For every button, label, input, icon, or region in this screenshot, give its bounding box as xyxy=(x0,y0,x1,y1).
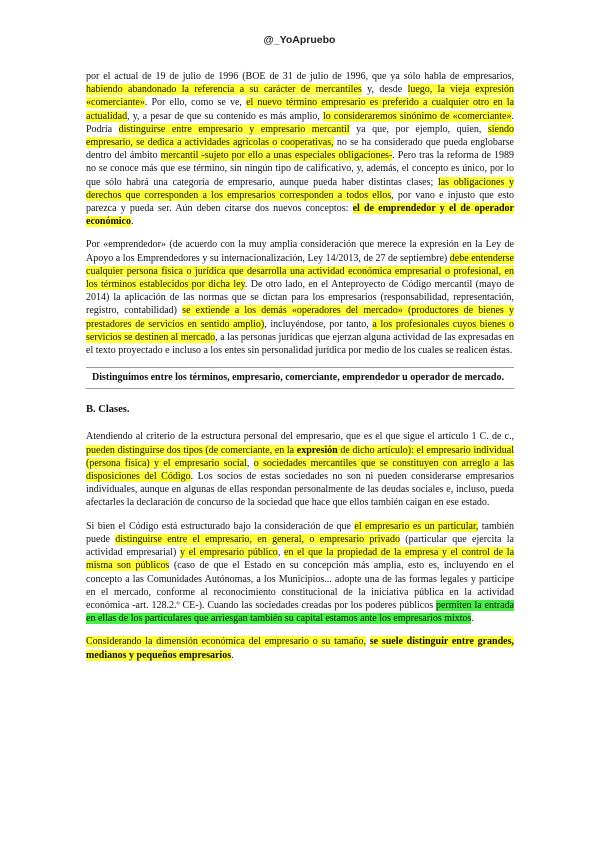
text: también puede xyxy=(86,520,514,545)
highlight-bold: se suele distinguir entre grandes, medianos y pequeños empresarios xyxy=(86,636,515,661)
highlight: Considerando la dimensión económica del empresario o su tamaño, xyxy=(86,636,367,648)
highlight: distinguirse entre empresario y empresario mercantil xyxy=(118,123,350,135)
text: Por «emprendedor» (de acuerdo con la muy amplia consideración que merece la expresión en la Ley de Apoyo a los Emprendedores y su internacionalización, Ley 14/2013, de 27 de septiembre) xyxy=(86,239,514,264)
text: , a las personas jurídicas que ejerzan alguna actividad de las expresadas en el texto proyectado e incluso a los entes sin personalidad jurídica por medio de los cuales se realicen éstas. xyxy=(86,331,514,357)
highlight: y el empresario público xyxy=(180,547,278,559)
highlight: siendo empresario, se dedica a actividades agrícolas o cooperativas, xyxy=(86,123,514,149)
text: , por vano e injusto que esto parezca y pueda ser. Aún deben citarse dos nuevos conceptos: xyxy=(86,189,514,215)
highlight: distinguirse entre el empresario, en general, o empresario privado xyxy=(115,533,400,545)
text: , xyxy=(277,547,285,559)
highlight: el nuevo término empresario es preferido a cualquier otro en la actualidad xyxy=(86,97,515,122)
text: . xyxy=(231,649,234,661)
highlight: luego, la vieja expresión «comerciante» xyxy=(86,84,514,109)
paragraph-5 xyxy=(86,635,514,661)
text: ya que, por ejemplo, quien, xyxy=(349,123,488,135)
highlight: en el que la propiedad de la empresa y el control de la misma son públicos xyxy=(86,547,515,572)
text: Atendiendo al criterio de la estructura personal del empresario, que es el que sigue el artículo 1 C. de c., xyxy=(86,431,514,443)
highlight: las obligaciones y derechos que corresponden a los empresarios corresponden a todos ellos xyxy=(86,176,514,201)
paragraph-4 xyxy=(86,520,514,626)
text: . xyxy=(471,613,474,625)
paragraph-3 xyxy=(86,430,514,509)
highlight-bold: el de emprendedor y el de operador económico xyxy=(86,203,514,228)
text: , xyxy=(246,457,254,469)
text: (caso de que el Estado en su concepción más amplia, esto es, incluyendo en el concepto a las Comunidades Autónomas, a los Municipios... adopte una de las formas legales y participe en el mercado, conforme al reconocimiento constitucional de la iniciativa pública en la actividad económica -art. 128.2.º CE-). Cuando las sociedades creadas por los poderes públicos xyxy=(86,560,514,611)
highlight-green: permiten la entrada en ellas de los particulares que arriesgan también su capital estamos ante los empresarios mixtos xyxy=(86,599,514,625)
text: . xyxy=(131,216,134,228)
text: . Pero tras la reforma de 1989 no se conoce más que ese término, sin ningún tipo de calificativo, y, además, el concepto es único, por lo que sólo habrá una categoría de empresario, aunque pueda haber distintas clases; xyxy=(86,150,514,188)
text: , y, a pesar de que su contenido es más amplio, xyxy=(127,110,324,122)
highlight: o sociedades mercantiles que se constituyen con arreglo a las disposiciones del Código xyxy=(86,457,514,483)
text: no se ha considerado que pueda englobarse dentro del ámbito xyxy=(86,137,514,162)
text: Si bien el Código está estructurado bajo la consideración de que xyxy=(86,520,355,532)
highlight: mercantil -sujeto por ello a unas especiales obligaciones- xyxy=(160,150,393,162)
section-title: B. Clases. xyxy=(86,404,130,416)
text: . Por ello, como se ve, xyxy=(144,97,247,109)
highlight: de dicho artículo): el empresario individual (persona física) y el empresario social xyxy=(86,444,514,469)
text: (particular que ejercita la actividad empresarial) xyxy=(86,533,514,559)
text: , incluyéndose, por tanto, xyxy=(264,318,373,330)
summary-box: Distinguimos entre los términos, empresario, comerciante, emprendedor u operador de mercado. xyxy=(86,367,514,389)
paragraph-1 xyxy=(86,70,514,228)
text: . Podría xyxy=(86,110,514,135)
page-header: @_YoApruebo xyxy=(263,34,336,46)
text: . De otro lado, en el Anteproyecto de Código mercantil (mayo de 2014) la aplicación de las normas que se dictan para los empresarios (responsabilidad, representación, registro, contabilidad) xyxy=(86,279,514,317)
highlight: lo consideraremos sinónimo de «comerciante» xyxy=(323,110,512,122)
text: por el actual de 19 de julio de 1996 (BOE de 31 de julio de 1996, que ya sólo habla de empresarios, xyxy=(86,71,514,82)
highlight: pueden distinguirse dos tipos (de comerciante, en la xyxy=(86,444,297,456)
text: . Los socios de estas sociedades no son ni pueden considerarse empresarios individuales, aunque en algunas de ellas respondan personalmente de las deudas sociales e, incluso, pueda afectarles la declaración de concurso de la sociedad que hace que ellos también caigan en ese estado. xyxy=(86,471,514,509)
highlight: se extiende a los demás «operadores del mercado» (productores de bienes y prestadores de servicios en sentido amplio) xyxy=(86,305,515,330)
highlight: a los profesionales cuyos bienes o servicios se destinen al mercado xyxy=(86,318,514,343)
text: y, desde xyxy=(361,84,408,96)
paragraph-2 xyxy=(86,238,514,357)
highlight: habiendo abandonado la referencia a su carácter de mercantiles xyxy=(86,84,362,96)
document-body xyxy=(86,70,514,672)
highlight-bold: expresión xyxy=(296,444,338,456)
highlight: el empresario es un particular, xyxy=(354,520,479,532)
highlight: debe entenderse cualquier persona física o jurídica que desarrolla una actividad económica empresarial o profesional, en los términos establecidos por dicha ley xyxy=(86,252,514,291)
